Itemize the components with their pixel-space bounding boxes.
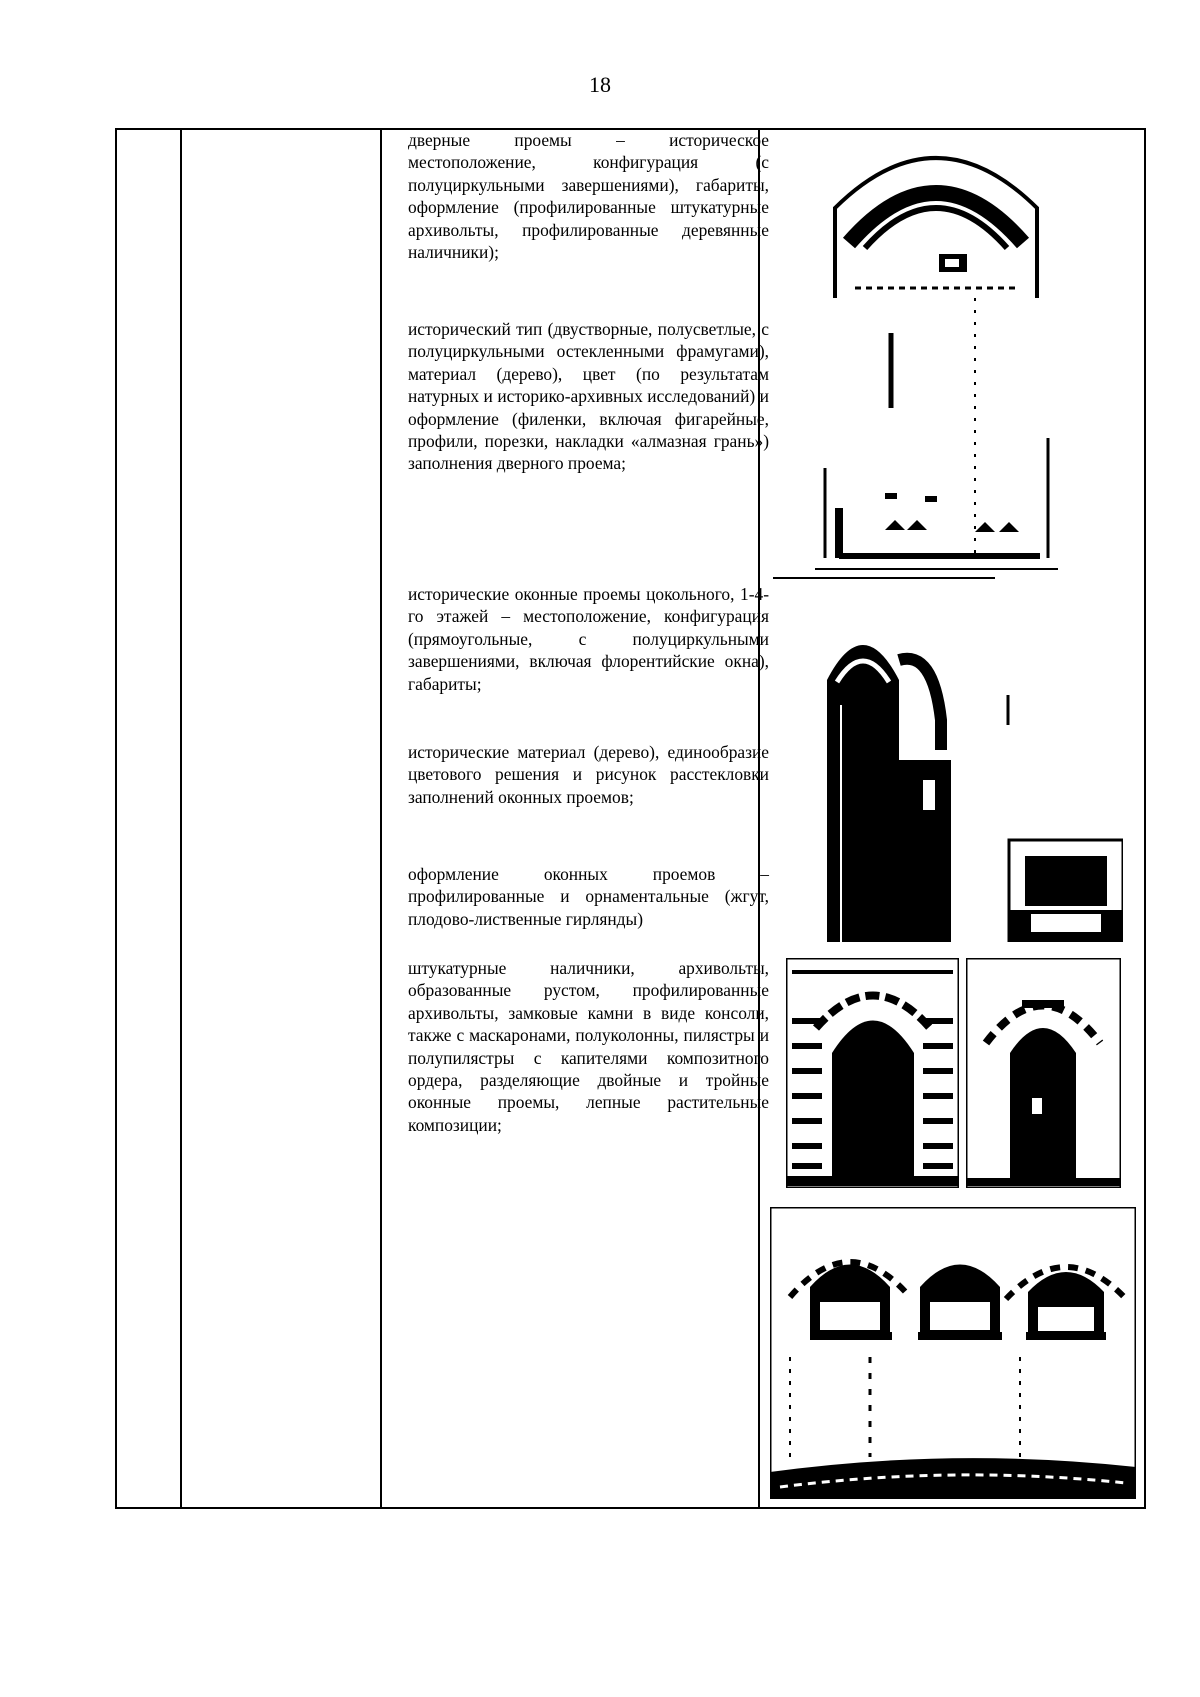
paragraph-window-openings: исторические оконные проемы цокольного, 1-4-го этажей – местоположение, конфигурация (прямоугольные, с полуциркульными завершениями, включая флорентийские окна), габариты; [408,584,769,694]
page-number: 18 [589,72,611,97]
column-divider-1 [180,130,182,1507]
triple-arch-photo [770,1207,1136,1499]
paragraph-window-decoration: оформление оконных проемов – профилированные и орнаментальные (жгут, плодово-лиственные гирлянды) [408,864,769,929]
column-divider-2 [380,130,382,1507]
photo-separator-line [773,577,995,581]
paragraph-door-fill: исторический тип (двустворные, полусветлые, с полуциркульными остекленными фрамугами), материал (дерево), цвет (по результатам натурных и историко-архивных исследований) и оформление (филенки, включая фигарейные, профили, порезки, накладки «алмазная грань») заполнения дверного проема; [408,319,769,474]
arched-window-photo [773,610,1123,942]
paragraph-door-openings: дверные проемы – историческое местоположение, конфигурация (с полуциркульными завершениями), габариты, оформление (профилированные штукатурные архивольты, профилированные деревянные наличники); [408,130,769,263]
paragraph-stucco-details: штукатурные наличники, архивольты, образованные рустом, профилированные архивольты, замковые камни в виде консоли, также с маскаронами, полуколонны, пилястры и полупилястры с капителями композитного ордера, разделяющие двойные и тройные оконные проемы, лепные растительные композиции; [408,958,769,1135]
rustic-arch-photo [786,958,959,1188]
arch-window-photo-2 [966,958,1121,1188]
paragraph-window-fill: исторические материал (дерево), единообразие цветового решения и рисунок расстекловки заполнений оконных проемов; [408,742,769,807]
door-photo [815,138,1058,570]
